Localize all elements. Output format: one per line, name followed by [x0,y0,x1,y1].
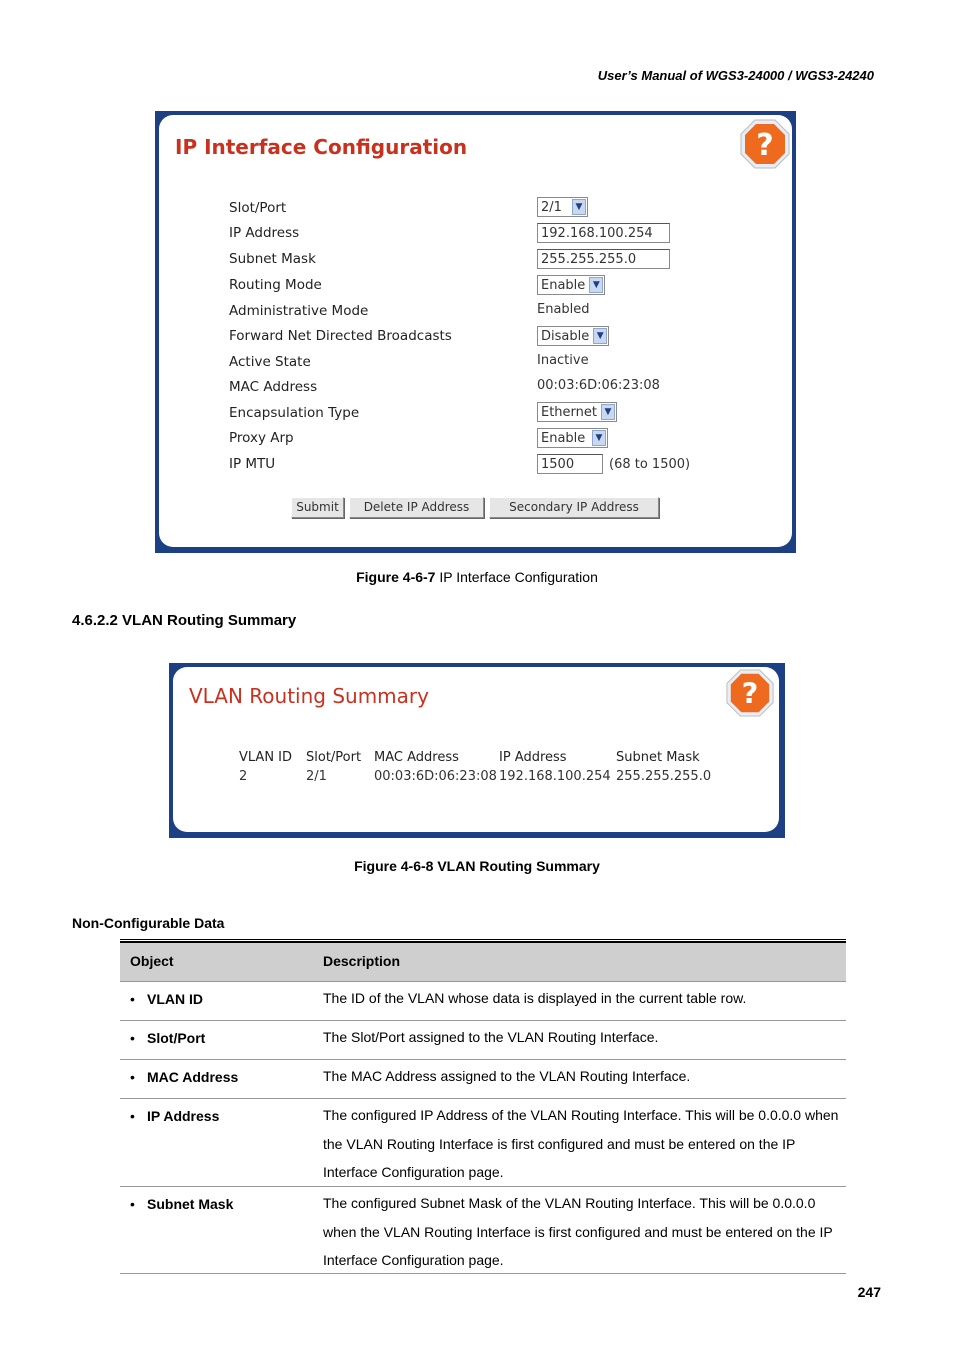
forward-broadcasts-select[interactable]: Disable ▼ [537,326,609,346]
chevron-down-icon: ▼ [593,328,607,344]
row-object: MAC Address [147,1069,239,1085]
table-header [120,943,846,982]
mac-address-label: MAC Address [229,379,318,395]
admin-mode-label: Administrative Mode [229,303,369,319]
slot-port-select[interactable]: 2/1 ▼ [537,197,588,217]
routing-mode-label: Routing Mode [229,277,322,293]
row-object: Subnet Mask [147,1196,234,1212]
slot-port-value: 2/1 [306,769,327,784]
admin-mode-value: Enabled [537,302,590,317]
row-description: The Slot/Port assigned to the VLAN Routing Interface. [323,1029,659,1045]
ip-address-input[interactable]: 192.168.100.254 [537,223,670,243]
col-subnet-mask: Subnet Mask [616,750,700,765]
subnet-mask-input[interactable]: 255.255.255.0 [537,249,670,269]
figure-caption-1: Figure 4-6-7 IP Interface Configuration [356,569,598,585]
manual-header: User’s Manual of WGS3-24000 / WGS3-24240 [597,68,874,83]
chevron-down-icon: ▼ [589,277,603,293]
chevron-down-icon: ▼ [592,430,606,446]
secondary-ip-address-button[interactable]: Secondary IP Address [489,497,659,518]
delete-ip-address-button[interactable]: Delete IP Address [349,497,484,518]
chevron-down-icon: ▼ [601,404,615,420]
ip-config-title: IP Interface Configuration [175,135,468,159]
bullet-icon: • [130,1108,135,1124]
subnet-mask-value: 255.255.255.0 [616,769,712,784]
svg-text:?: ? [756,128,774,163]
proxy-arp-select[interactable]: Enable ▼ [537,428,608,448]
bullet-icon: • [130,1196,135,1212]
table-heading: Non-Configurable Data [72,915,225,931]
section-title: 4.6.2.2 VLAN Routing Summary [72,612,297,629]
row-object: Slot/Port [147,1030,206,1046]
row-description: The configured IP Address of the VLAN Routing Interface. This will be 0.0.0.0 when the VLAN Routing Interface is first configured and must be entered on the IP Interface Configuration page. [323,1107,839,1180]
row-object: IP Address [147,1108,220,1124]
ip-address-value: 192.168.100.254 [499,769,611,784]
mac-address-value: 00:03:6D:06:23:08 [537,378,660,393]
help-icon[interactable] [725,668,775,718]
proxy-arp-label: Proxy Arp [229,430,294,446]
vlan-id-value: 2 [239,769,248,784]
ip-mtu-input[interactable]: 1500 [537,454,603,474]
bullet-icon: • [130,1030,135,1046]
header-description: Description [323,953,401,969]
active-state-label: Active State [229,354,311,370]
routing-mode-select[interactable]: Enable ▼ [537,275,605,295]
figure-caption-2: Figure 4-6-8 VLAN Routing Summary [354,858,600,874]
row-object: VLAN ID [147,991,203,1007]
bullet-icon: • [130,1069,135,1085]
header-object: Object [130,953,174,969]
row-description: The MAC Address assigned to the VLAN Routing Interface. [323,1068,691,1084]
col-ip-address: IP Address [499,750,567,765]
col-slot-port: Slot/Port [306,750,362,765]
ip-mtu-label: IP MTU [229,456,276,472]
bullet-icon: • [130,991,135,1007]
active-state-value: Inactive [537,353,589,368]
chevron-down-icon: ▼ [572,199,586,215]
mac-address-value: 00:03:6D:06:23:08 [374,769,497,784]
ip-mtu-range: (68 to 1500) [609,457,691,472]
table-row [120,982,846,1021]
subnet-mask-label: Subnet Mask [229,251,316,267]
help-icon[interactable] [739,118,791,170]
row-description: The configured Subnet Mask of the VLAN Routing Interface. This will be 0.0.0.0 when the VLAN Routing Interface is first configured and must be entered on the IP Interface Configuration page. [323,1195,833,1268]
table-row [120,1021,846,1060]
encapsulation-type-label: Encapsulation Type [229,405,360,421]
col-vlan-id: VLAN ID [239,750,293,765]
page-number: 247 [857,1284,881,1300]
slot-port-label: Slot/Port [229,200,287,216]
row-description: The ID of the VLAN whose data is displayed in the current table row. [323,990,747,1006]
table-row [120,1060,846,1099]
vlan-summary-screenshot [169,663,785,838]
vlan-summary-title: VLAN Routing Summary [189,684,429,708]
ip-config-screenshot [155,111,796,553]
submit-button[interactable]: Submit [291,497,344,518]
table-row [120,1099,846,1187]
svg-text:?: ? [741,676,759,711]
ip-address-label: IP Address [229,225,300,241]
table-row [120,1187,846,1274]
forward-broadcasts-label: Forward Net Directed Broadcasts [229,328,452,344]
col-mac-address: MAC Address [374,750,459,765]
encapsulation-type-select[interactable]: Ethernet ▼ [537,402,617,422]
non-configurable-data-table [120,939,846,1274]
